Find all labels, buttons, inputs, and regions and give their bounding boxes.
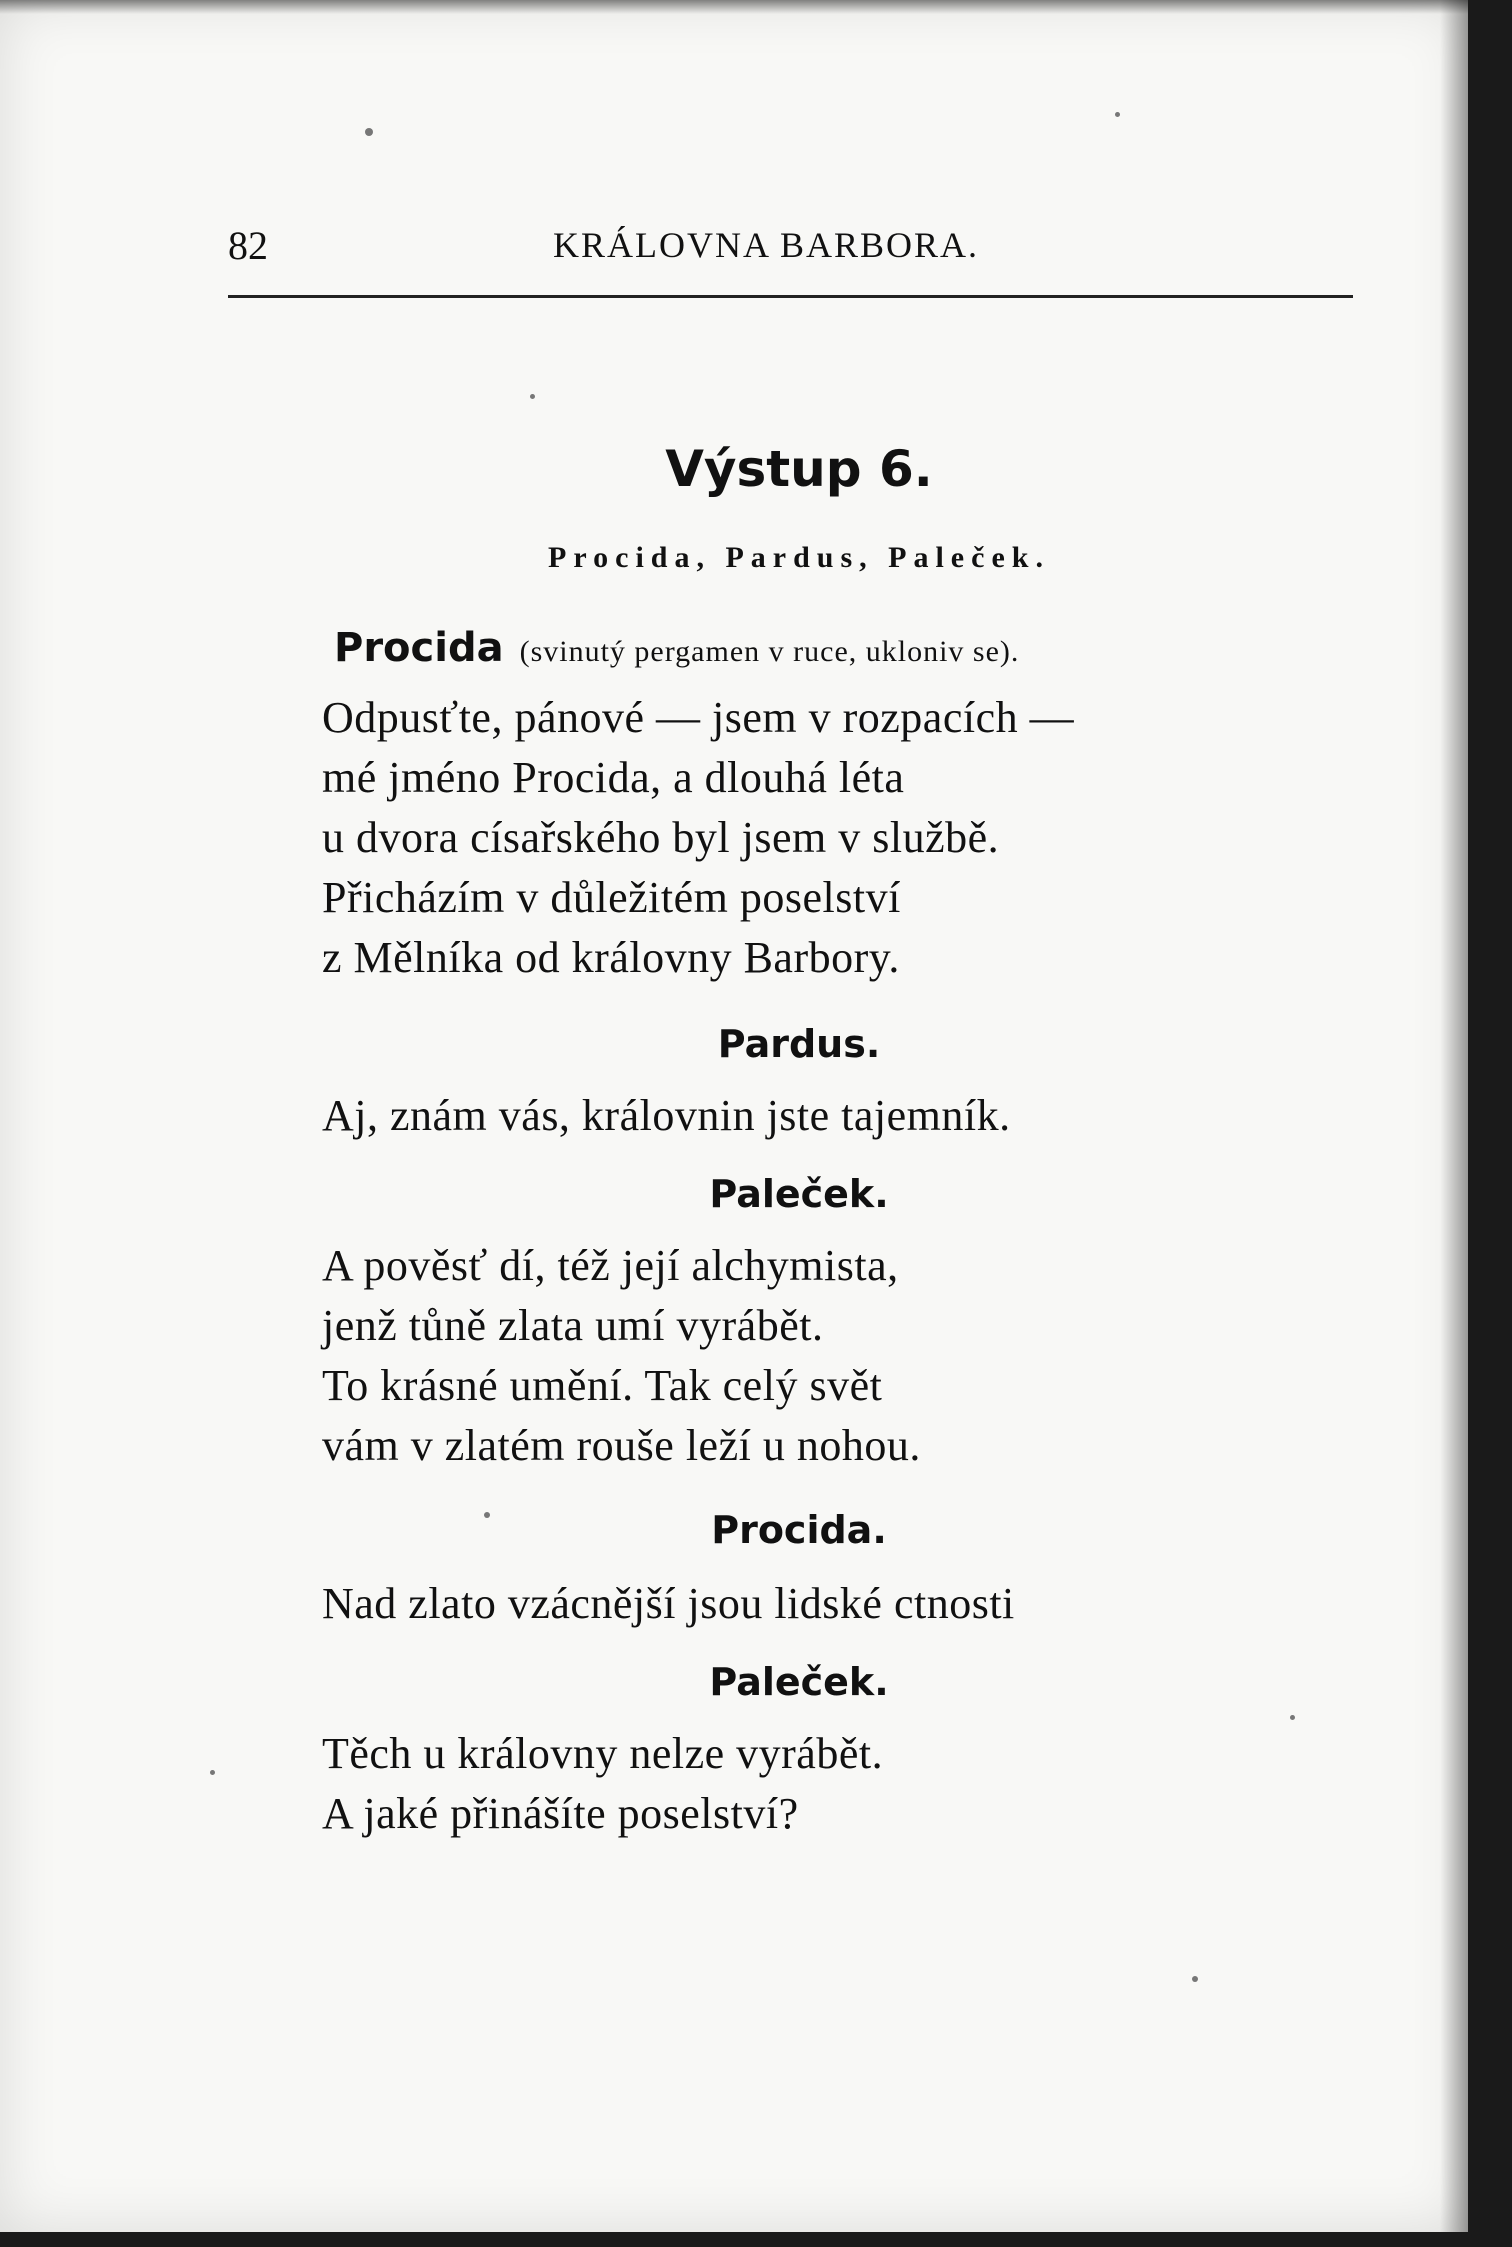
scene-title: Výstup 6. [665, 440, 933, 498]
verse-line: Těch u královny nelze vyrábět. [322, 1729, 884, 1778]
scan-speck [484, 1512, 490, 1518]
scan-speck [1192, 1976, 1198, 1982]
scan-speck [530, 394, 535, 399]
running-title: KRÁLOVNA BARBORA. [553, 225, 980, 265]
speaker-name: Paleček. [709, 1172, 889, 1216]
verse-line: Přicházím v důležitém poselství [322, 873, 901, 922]
stage-direction: (svinutý pergamen v ruce, ukloniv se). [519, 635, 1020, 668]
header-rule [228, 295, 1353, 298]
verse-line: mé jméno Procida, a dlouhá léta [322, 753, 905, 802]
speaker-name: Procida [334, 625, 504, 671]
verse-line: vám v zlatém rouše leží u nohou. [322, 1421, 921, 1470]
speech-heading-procida [334, 625, 1019, 671]
verse-line: Odpusťte, pánové — jsem v rozpacích — [322, 693, 1075, 742]
scan-speck [210, 1770, 215, 1775]
speaker-name: Pardus. [717, 1022, 881, 1066]
speaker-name: Paleček. [709, 1660, 889, 1704]
verse-line: A pověsť dí, též její alchymista, [322, 1241, 899, 1290]
scan-speck [1115, 112, 1120, 117]
scan-speck [1290, 1715, 1295, 1720]
page-number: 82 [228, 223, 268, 268]
page-top-shadow [0, 0, 1468, 14]
scan-speck [365, 128, 373, 136]
page-header [228, 222, 1353, 280]
scene-characters: Procida, Pardus, Paleček. [548, 541, 1050, 574]
verse-line: z Mělníka od královny Barbory. [322, 933, 900, 982]
speaker-name: Procida. [711, 1508, 887, 1552]
page-gutter-shadow [1440, 0, 1468, 2232]
verse-line: Aj, znám vás, královnin jste tajemník. [322, 1091, 1011, 1140]
verse-line: A jaké přinášíte poselství? [322, 1789, 799, 1838]
verse-line: To krásné umění. Tak celý svět [322, 1361, 883, 1410]
verse-line: u dvora císařského byl jsem v službě. [322, 813, 1000, 862]
verse-line: jenž tůně zlata umí vyrábět. [322, 1301, 824, 1350]
verse-line: Nad zlato vzácnější jsou lidské ctnosti [322, 1579, 1015, 1628]
